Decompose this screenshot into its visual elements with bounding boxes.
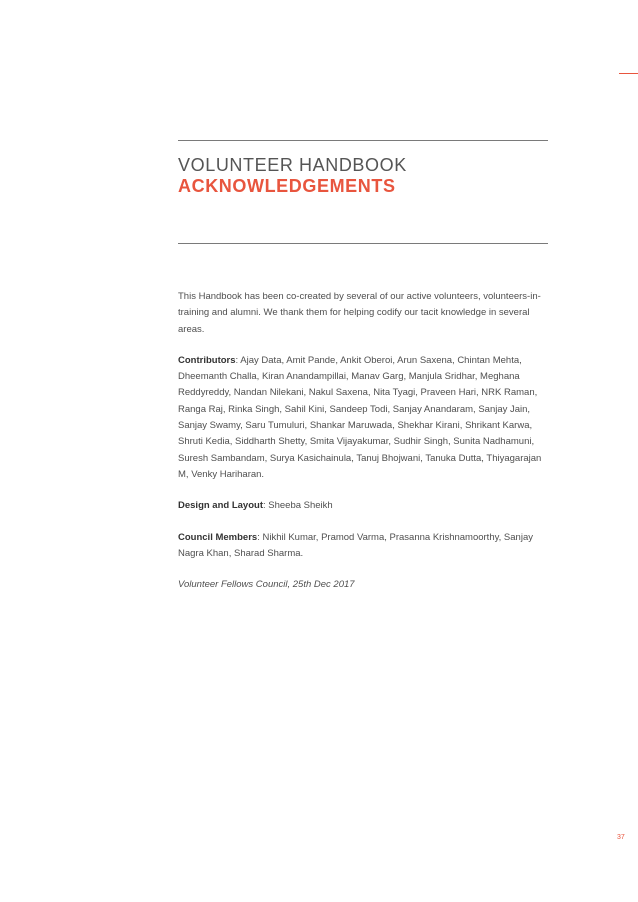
page-number: 37	[617, 834, 625, 841]
bottom-divider	[178, 243, 548, 244]
signature-line: Volunteer Fellows Council, 25th Dec 2017	[178, 579, 355, 591]
contributors-list: : Ajay Data, Amit Pande, Ankit Oberoi, Arun Saxena, Chintan Mehta, Dheemanth Challa, Kiran Anandampillai, Manav Garg, Manjula Sridhar, Meghana Reddyreddy, Nandan Nilekani, Nakul Saxena, Nita Tyagi, Praveen Hari, NRK Raman, Ranga Raj, Rinka Singh, Sahil Kini, Sandeep Todi, Sanjay Anandaram, Sanjay Jain, Sanjay Swamy, Saru Tumuluri, Shankar Maruwada, Shekhar Kirani, Shrikant Karwa, Shruti Kedia, Siddharth Shetty, Smita Vijayakumar, Sudhir Singh, Sunita Nadhamuni, Suresh Sambandam, Surya Kasichainula, Tanuj Bhojwani, Tanuka Dutta, Thiyagarajan M, Venky Hariharan.	[178, 354, 542, 480]
intro-paragraph: This Handbook has been co-created by several of our active volunteers, volunteers-in-training and alumni. We thank them for helping codify our tacit knowledge in several areas.	[178, 291, 541, 335]
design-credit: : Sheeba Sheikh	[262, 500, 333, 512]
council-paragraph	[178, 530, 553, 563]
contributors-paragraph	[178, 353, 553, 483]
top-divider	[178, 140, 548, 141]
acknowledgements-body	[178, 289, 553, 608]
design-label: Design and Layout	[178, 500, 263, 512]
council-list: : Nikhil Kumar, Pramod Varma, Prasanna Krishnamoorthy, Sanjay Nagra Khan, Sharad Sharma.	[178, 531, 533, 559]
title-block	[178, 155, 558, 197]
section-title: ACKNOWLEDGEMENTS	[178, 176, 396, 196]
design-paragraph	[178, 498, 553, 514]
accent-marker	[619, 73, 638, 74]
handbook-title: VOLUNTEER HANDBOOK	[178, 155, 407, 175]
contributors-label: Contributors	[178, 354, 236, 366]
council-label: Council Members	[178, 531, 258, 543]
